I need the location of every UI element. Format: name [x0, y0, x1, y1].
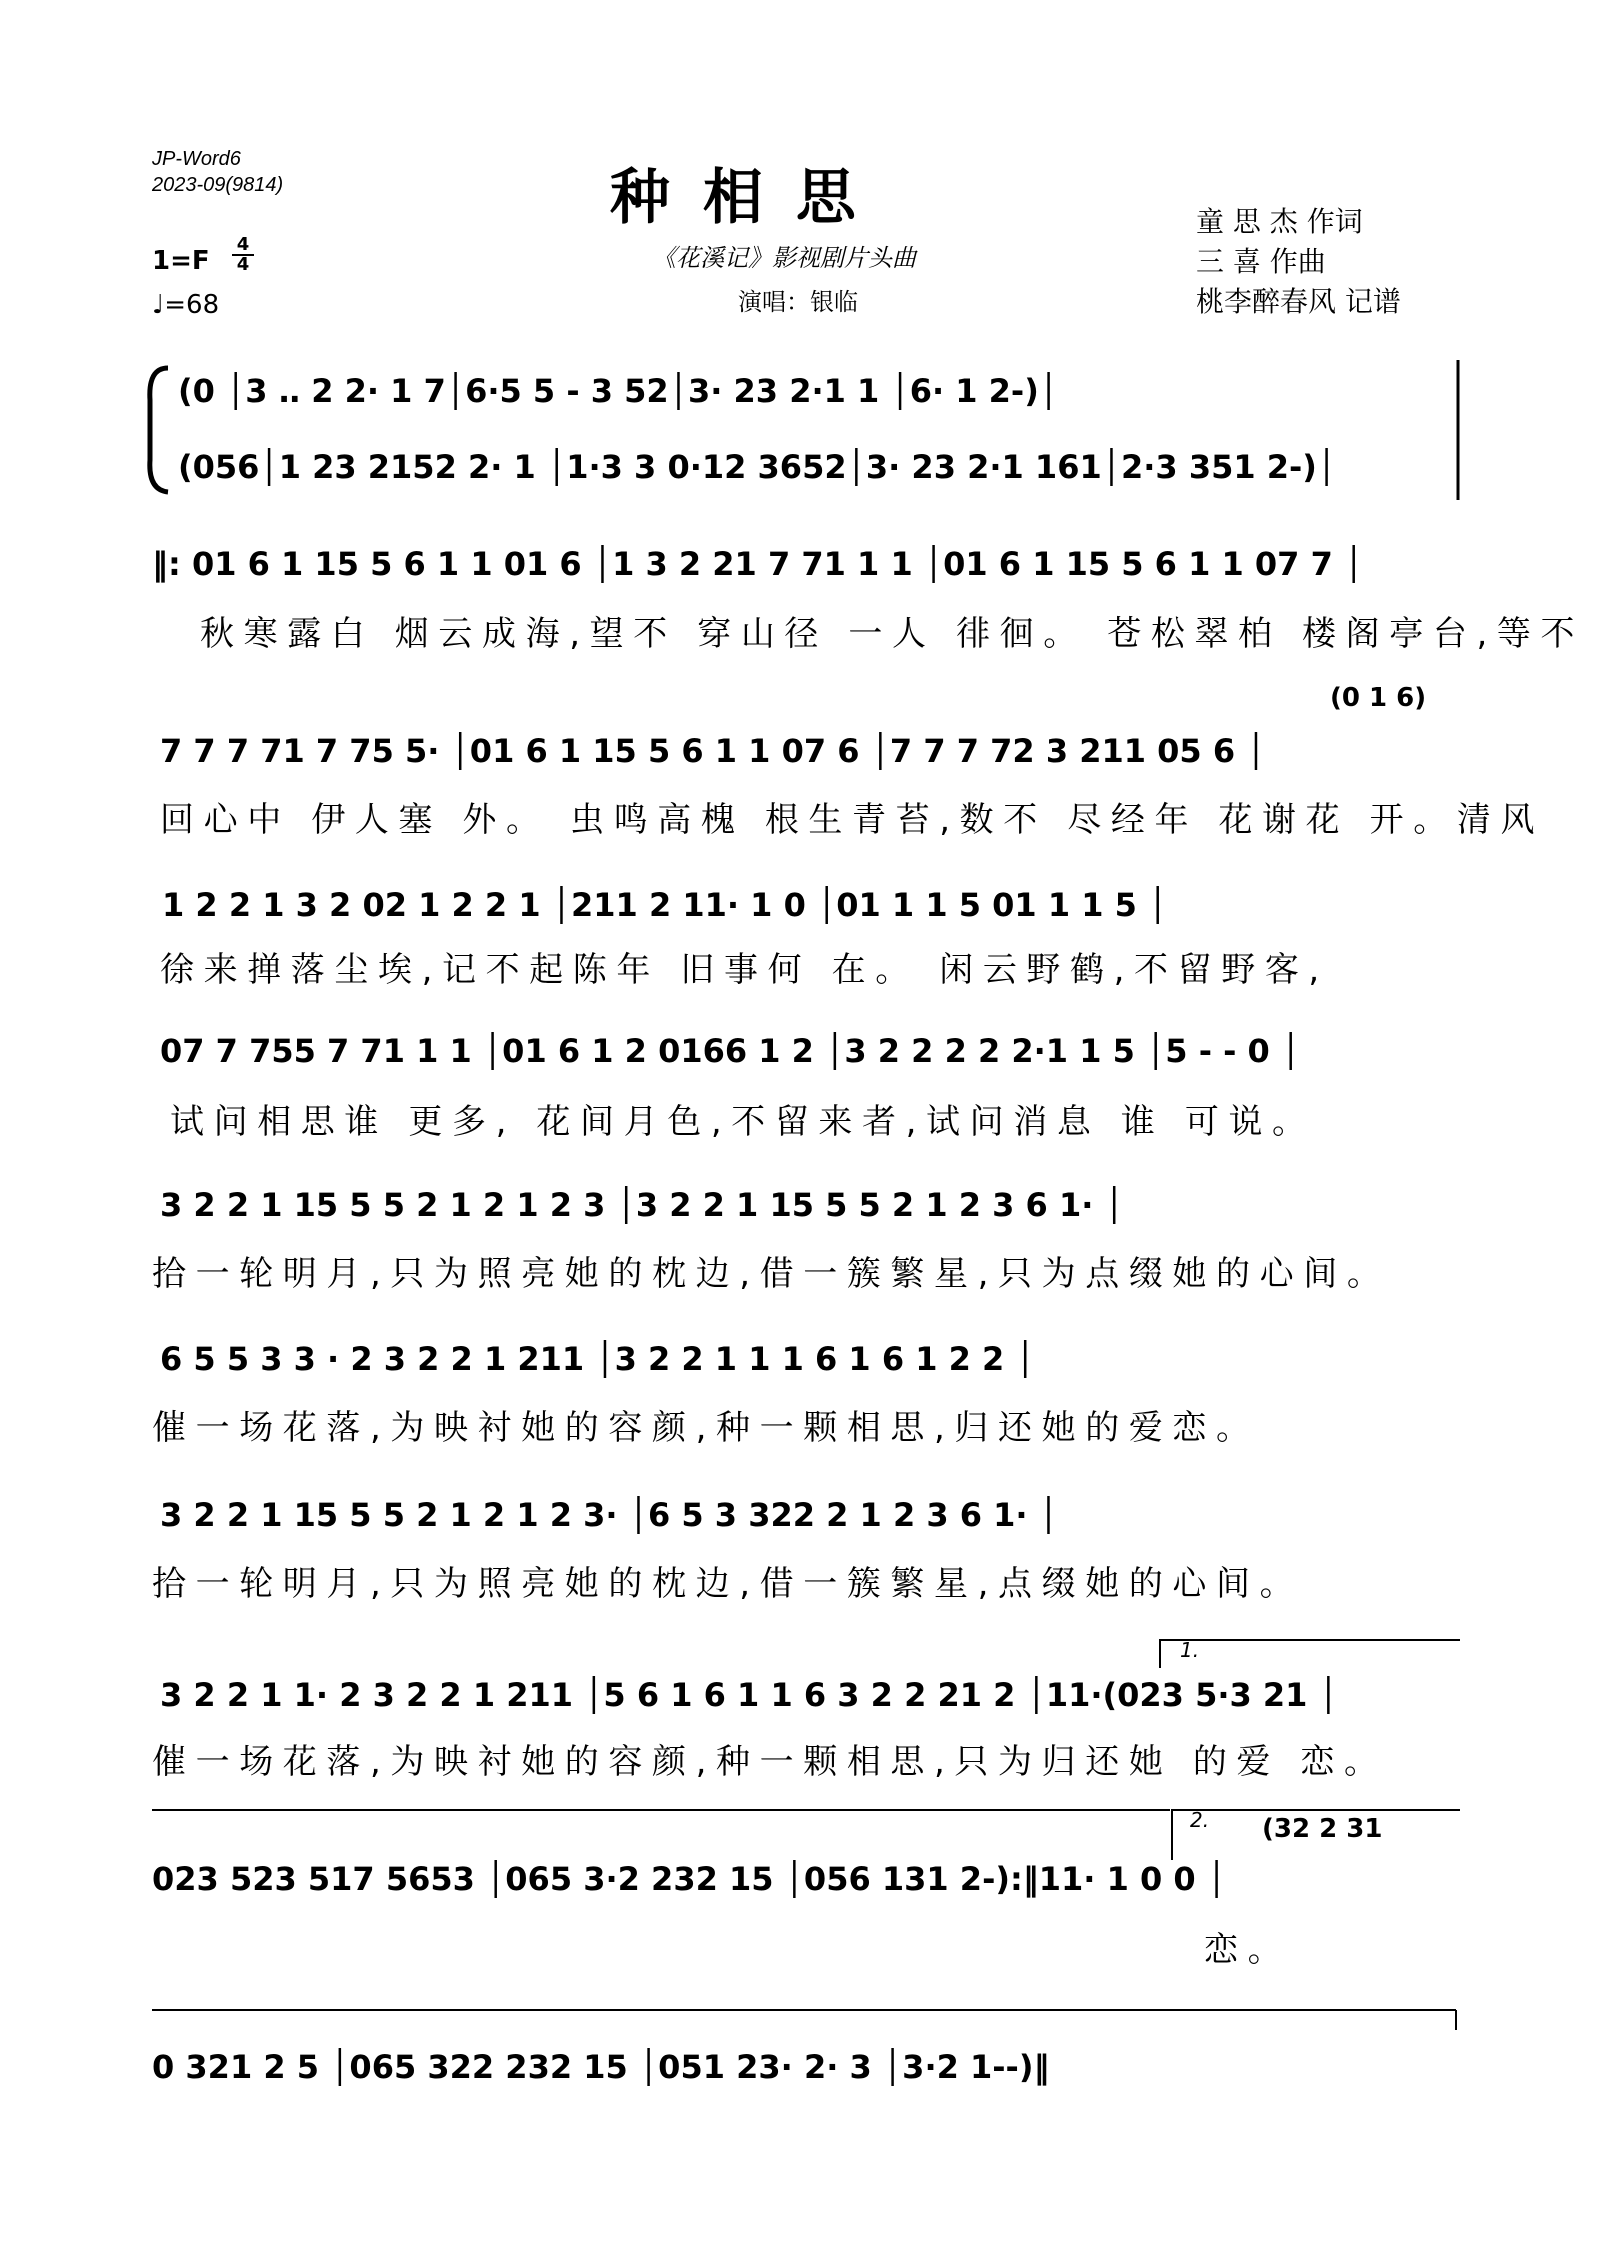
system-4-lyrics: 试问相思谁 更多, 花间月色,不留来者,试问消息 谁 可说。 — [170, 1102, 1316, 1142]
system-8-notes: 3 2 2 1 1· 2 3 2 2 1 211 │5 6 1 6 1 1 6 3 2 2 21 2 │11·(023 5·3 21 │ — [160, 1676, 1338, 1714]
system-5-notes: 3 2 2 1 15 5 5 2 1 2 1 2 3 │3 2 2 1 15 5 5 2 1 2 3 6 1· │ — [160, 1186, 1124, 1224]
subtitle: 《花溪记》影视剧片头曲 — [652, 244, 916, 272]
tempo-value: =68 — [164, 290, 220, 320]
system-1-lyrics: 秋寒露白 烟云成海,望不 穿山径 一人 徘徊。 苍松翠柏 楼阁亭台,等不 — [200, 614, 1585, 654]
system-6-notes: 6 5 5 3 3 · 2 3 2 2 1 211 │3 2 2 1 1 1 6 1 6 1 2 2 │ — [160, 1340, 1035, 1378]
lyricist-credit: 童 思 杰 作词 — [1196, 205, 1363, 238]
transcriber-credit: 桃李醉春风 记谱 — [1196, 285, 1401, 318]
edition-label: 2023-09(9814) — [152, 174, 284, 196]
composer-credit: 三 喜 作曲 — [1196, 245, 1326, 278]
system-4-notes: 07 7 755 7 71 1 1 │01 6 1 2 0166 1 2 │3 2 2 2 2 2·1 1 5 │5 - - 0 │ — [160, 1032, 1301, 1070]
system-7-lyrics: 拾一轮明月,只为照亮她的枕边,借一簇繁星,点缀她的心间。 — [152, 1564, 1304, 1604]
volta-2-label: 2. — [1190, 1808, 1210, 1832]
system-9-notes: 023 523 517 5653 │065 3·2 232 15 │056 131 2-):‖11· 1 0 0 │ — [152, 1860, 1227, 1898]
key-signature: 1=F — [152, 246, 210, 276]
system-2-lyrics: 回心中 伊人塞 外。 虫鸣高槐 根生青苔,数不 尽经年 花谢花 开。清风 — [160, 800, 1545, 840]
volta-1-label: 1. — [1180, 1638, 1200, 1662]
system-8-lyrics: 催一场花落,为映衬她的容颜,种一颗相思,只为归还她 的爱 恋。 — [152, 1742, 1388, 1782]
time-signature-top: 4 — [236, 234, 250, 255]
system-3-lyrics: 徐来掸落尘埃,记不起陈年 旧事何 在。 闲云野鹤,不留野客, — [160, 950, 1329, 990]
system-9-annotation: (32 2 31 — [1262, 1814, 1383, 1844]
system-2-notes: 7 7 7 71 7 75 5· │01 6 1 15 5 6 1 1 07 6 │7 7 7 72 3 211 05 6 │ — [160, 732, 1266, 770]
system-7-notes: 3 2 2 1 15 5 5 2 1 2 1 2 3· │6 5 3 322 2 1 2 3 6 1· │ — [160, 1496, 1058, 1534]
system-1-notes: ‖: 01 6 1 15 5 6 1 1 01 6 │1 3 2 21 7 71 1 1 │01 6 1 15 5 6 1 1 07 7 │ — [152, 545, 1364, 583]
intro-staff-1: (0 │3 ‥ 2 2· 1 7│6·5 5 - 3 52│3· 23 2·1 1 │6· 1 2-)│ — [178, 372, 1059, 410]
intro-staff-2: (056│1 23 2152 2· 1 │1·3 3 0·12 3652│3· 23 2·1 161│2·3 351 2-)│ — [178, 448, 1337, 486]
system-6-lyrics: 催一场花落,为映衬她的容颜,种一颗相思,归还她的爱恋。 — [152, 1408, 1260, 1448]
singer-credit: 演唱：银临 — [738, 288, 858, 316]
quarter-note-icon: ♩ — [152, 290, 165, 320]
page-title: 种 相 思 — [610, 163, 862, 233]
time-signature-bottom: 4 — [232, 254, 254, 274]
system-10-notes: 0 321 2 5 │065 322 232 15 │051 23· 2· 3 │3·2 1--)‖ — [152, 2048, 1050, 2086]
system-2-annotation: (0 1 6) — [1330, 683, 1427, 713]
system-3-notes: 1 2 2 1 3 2 02 1 2 2 1 │211 2 11· 1 0 │01 1 1 5 01 1 1 5 │ — [162, 886, 1168, 924]
system-5-lyrics: 拾一轮明月,只为照亮她的枕边,借一簇繁星,只为点缀她的心间。 — [152, 1254, 1391, 1294]
system-9-lyrics: 恋。 — [1204, 1930, 1292, 1970]
software-label: JP-Word6 — [152, 148, 241, 170]
